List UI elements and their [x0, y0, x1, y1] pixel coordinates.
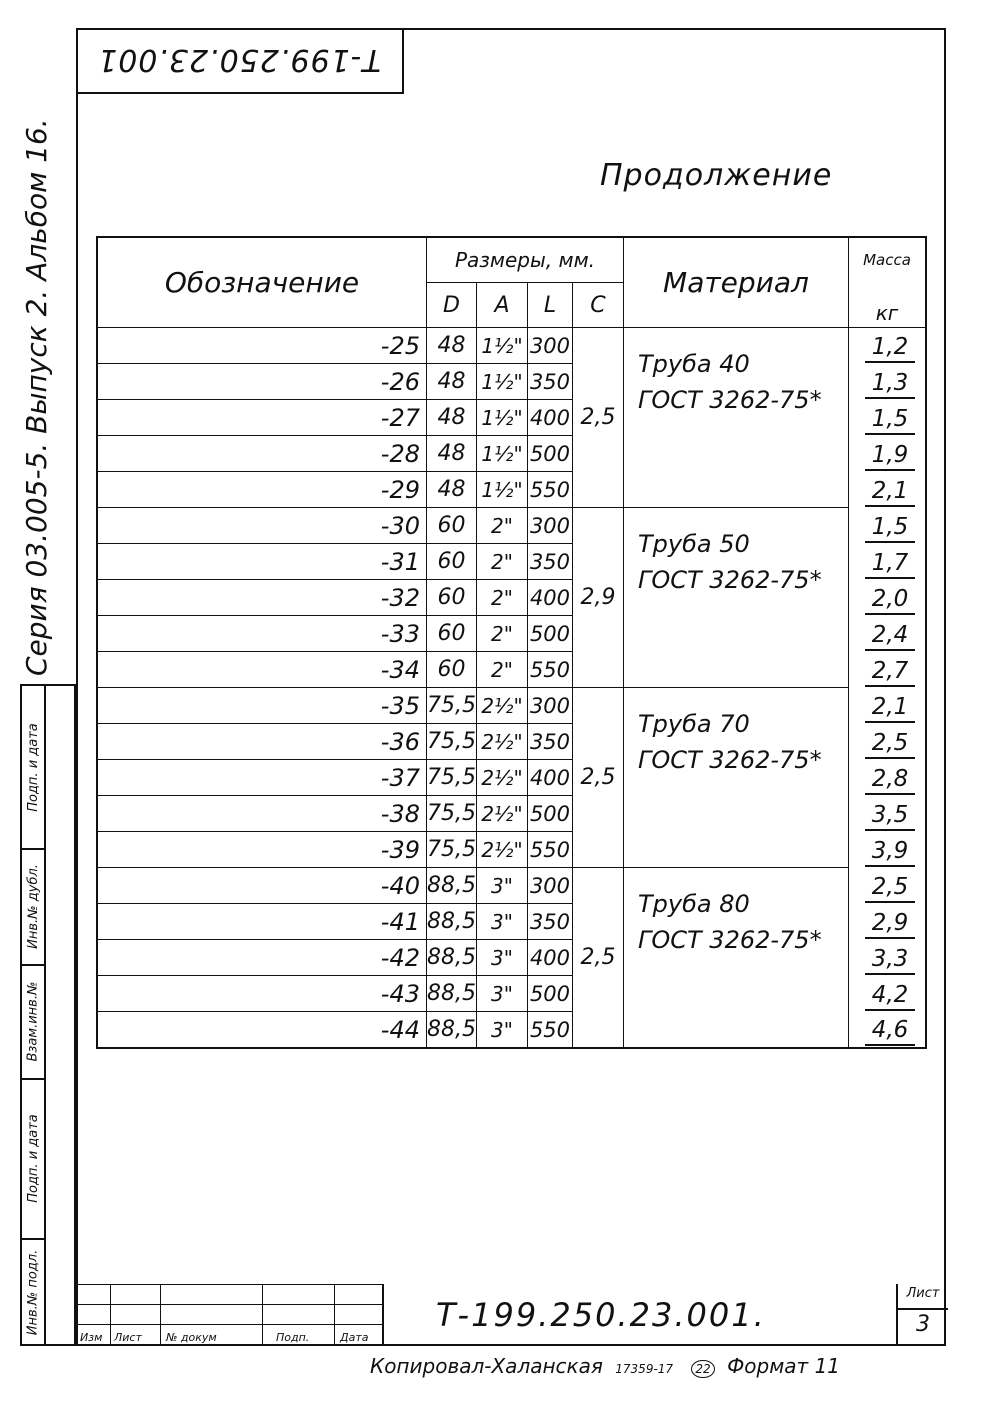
stamp-label-podp: Подп.	[276, 1331, 310, 1344]
grid-line	[160, 1284, 161, 1346]
cell-designation: -39	[97, 832, 427, 868]
stamp-label-data: Дата	[340, 1331, 369, 1344]
stamp-doc-code: Т-199.250.23.001.	[382, 1284, 896, 1346]
cell-d: 88,5	[427, 868, 477, 904]
strip-label-podp-data: Подп. и дата	[25, 1113, 41, 1203]
footer-format: Формат 11	[727, 1354, 841, 1378]
cell-d: 60	[427, 544, 477, 580]
table-row	[97, 868, 926, 904]
cell-d: 88,5	[427, 904, 477, 940]
grid-line	[76, 1324, 382, 1325]
mass-value: 1,9	[865, 441, 915, 471]
cell-designation: -32	[97, 580, 427, 616]
cell-designation: -25	[97, 328, 427, 364]
cell-designation: -26	[97, 364, 427, 400]
cell-a: 1½"	[476, 364, 527, 400]
footer-copy-note	[370, 1354, 840, 1378]
material-pipe: Труба 70	[637, 710, 750, 738]
cell-c: 2,5	[572, 328, 623, 508]
cell-material	[623, 868, 848, 1049]
cell-a: 1½"	[476, 472, 527, 508]
mass-value: 1,2	[865, 333, 915, 363]
cell-l: 300	[527, 328, 572, 364]
cell-l: 400	[527, 580, 572, 616]
cell-mass	[848, 1012, 926, 1049]
cell-designation: -31	[97, 544, 427, 580]
cell-l: 300	[527, 868, 572, 904]
cell-d: 75,5	[427, 832, 477, 868]
cell-a: 2"	[476, 580, 527, 616]
cell-a: 3"	[476, 1012, 527, 1049]
mass-value: 2,7	[865, 657, 915, 687]
grid-line	[76, 1284, 382, 1285]
mass-value: 2,4	[865, 621, 915, 651]
cell-l: 500	[527, 436, 572, 472]
cell-a: 3"	[476, 976, 527, 1012]
cell-d: 48	[427, 436, 477, 472]
cell-mass	[848, 652, 926, 688]
grid-line	[110, 1284, 111, 1346]
mass-value: 2,0	[865, 585, 915, 615]
cell-material	[623, 688, 848, 868]
cell-l: 550	[527, 1012, 572, 1049]
cell-c: 2,9	[572, 508, 623, 688]
cell-a: 2"	[476, 544, 527, 580]
cell-mass	[848, 328, 926, 364]
cell-d: 75,5	[427, 796, 477, 832]
cell-d: 88,5	[427, 940, 477, 976]
strip-label-vzam: Взам.инв.№	[25, 981, 41, 1061]
mass-value: 2,9	[865, 909, 915, 939]
page-title: Продолжение	[600, 158, 833, 193]
header-dimensions: Размеры, мм.	[427, 237, 624, 283]
stamp-sheet-number: 3	[916, 1312, 930, 1337]
mass-value: 4,6	[865, 1016, 915, 1046]
cell-mass	[848, 472, 926, 508]
cell-mass	[848, 508, 926, 544]
grid-line	[76, 1304, 382, 1305]
cell-a: 2½"	[476, 688, 527, 724]
cell-designation: -41	[97, 904, 427, 940]
material-pipe: Труба 50	[637, 530, 750, 558]
cell-d: 60	[427, 508, 477, 544]
header-material: Материал	[623, 237, 848, 328]
footer-order: 17359-17	[615, 1362, 674, 1376]
cell-a: 2½"	[476, 724, 527, 760]
table-row	[97, 688, 926, 724]
cell-l: 350	[527, 364, 572, 400]
header-l: L	[527, 283, 572, 328]
mass-value: 1,3	[865, 369, 915, 399]
cell-d: 60	[427, 652, 477, 688]
cell-d: 88,5	[427, 976, 477, 1012]
cell-material	[623, 328, 848, 508]
mass-value: 2,5	[865, 873, 915, 903]
strip-label-podp-data-2: Подп. и дата	[25, 722, 41, 812]
cell-l: 400	[527, 760, 572, 796]
material-standard: ГОСТ 3262-75*	[637, 746, 822, 774]
cell-designation: -29	[97, 472, 427, 508]
cell-a: 3"	[476, 940, 527, 976]
cell-mass	[848, 724, 926, 760]
binding-strip	[20, 684, 76, 1346]
cell-l: 350	[527, 904, 572, 940]
header-c: C	[572, 283, 623, 328]
cell-d: 88,5	[427, 1012, 477, 1049]
cell-designation: -44	[97, 1012, 427, 1049]
cell-a: 1½"	[476, 328, 527, 364]
cell-mass	[848, 760, 926, 796]
cell-designation: -27	[97, 400, 427, 436]
header-mass	[848, 237, 926, 328]
stamp-label-doc: № докум	[166, 1331, 217, 1344]
strip-label-inv-dubl: Инв.№ дубл.	[25, 863, 41, 949]
cell-a: 3"	[476, 868, 527, 904]
cell-designation: -40	[97, 868, 427, 904]
cell-designation: -35	[97, 688, 427, 724]
stamp-sheet-box	[896, 1284, 948, 1346]
header-mass-unit: кг	[875, 300, 899, 325]
cell-material	[623, 508, 848, 688]
cell-d: 75,5	[427, 760, 477, 796]
stamp-label-izm: Изм	[80, 1331, 103, 1344]
cell-mass	[848, 616, 926, 652]
cell-a: 2"	[476, 652, 527, 688]
cell-d: 60	[427, 580, 477, 616]
cell-designation: -33	[97, 616, 427, 652]
cell-d: 48	[427, 472, 477, 508]
cell-d: 48	[427, 328, 477, 364]
grid-line	[334, 1284, 335, 1346]
footer-circled: 22	[691, 1360, 714, 1378]
mass-value: 2,5	[865, 729, 915, 759]
cell-mass	[848, 580, 926, 616]
cell-a: 3"	[476, 904, 527, 940]
cell-l: 350	[527, 724, 572, 760]
cell-mass	[848, 904, 926, 940]
mass-value: 3,9	[865, 837, 915, 867]
grid-line	[262, 1284, 263, 1346]
cell-l: 500	[527, 976, 572, 1012]
cell-l: 350	[527, 544, 572, 580]
cell-mass	[848, 688, 926, 724]
cell-c: 2,5	[572, 688, 623, 868]
strip-divider	[44, 686, 46, 1344]
cell-d: 48	[427, 364, 477, 400]
strip-label-inv-podl: Инв.№ подл.	[25, 1249, 41, 1335]
cell-l: 550	[527, 832, 572, 868]
table-row	[97, 328, 926, 364]
table-row	[97, 508, 926, 544]
cell-mass	[848, 976, 926, 1012]
material-pipe: Труба 80	[637, 890, 750, 918]
grid-line	[76, 1284, 77, 1346]
mass-value: 2,1	[865, 477, 915, 507]
material-standard: ГОСТ 3262-75*	[637, 926, 822, 954]
spec-table-body	[97, 328, 926, 1049]
material-standard: ГОСТ 3262-75*	[637, 566, 822, 594]
top-doc-code: Т-199.250.23.001	[97, 42, 381, 77]
header-mass-label: Масса	[863, 250, 911, 269]
material-standard: ГОСТ 3262-75*	[637, 386, 822, 414]
cell-l: 300	[527, 688, 572, 724]
mass-value: 3,5	[865, 801, 915, 831]
cell-mass	[848, 544, 926, 580]
footer-copied: Копировал-Халанская	[370, 1354, 603, 1378]
mass-value: 3,3	[865, 945, 915, 975]
cell-d: 60	[427, 616, 477, 652]
material-pipe: Труба 40	[637, 350, 750, 378]
cell-l: 500	[527, 616, 572, 652]
series-vertical-text: Серия 03.005-5. Выпуск 2. Альбом 16.	[20, 118, 53, 676]
cell-a: 2½"	[476, 760, 527, 796]
mass-value: 2,1	[865, 693, 915, 723]
cell-mass	[848, 832, 926, 868]
mass-value: 1,5	[865, 405, 915, 435]
cell-a: 2½"	[476, 796, 527, 832]
stamp-label-list: Лист	[114, 1331, 142, 1344]
cell-designation: -30	[97, 508, 427, 544]
cell-l: 300	[527, 508, 572, 544]
cell-mass	[848, 364, 926, 400]
cell-d: 75,5	[427, 688, 477, 724]
cell-a: 1½"	[476, 400, 527, 436]
mass-value: 4,2	[865, 981, 915, 1011]
header-a: A	[476, 283, 527, 328]
header-d: D	[427, 283, 477, 328]
cell-designation: -38	[97, 796, 427, 832]
mass-value: 1,5	[865, 513, 915, 543]
cell-l: 400	[527, 400, 572, 436]
top-code-stamp	[76, 28, 404, 94]
cell-mass	[848, 436, 926, 472]
mass-value: 2,8	[865, 765, 915, 795]
cell-designation: -28	[97, 436, 427, 472]
header-designation: Обозначение	[97, 237, 427, 328]
cell-l: 500	[527, 796, 572, 832]
cell-c: 2,5	[572, 868, 623, 1049]
cell-d: 75,5	[427, 724, 477, 760]
revision-grid	[76, 1284, 382, 1346]
title-block	[76, 1284, 946, 1346]
cell-designation: -34	[97, 652, 427, 688]
cell-mass	[848, 868, 926, 904]
cell-mass	[848, 940, 926, 976]
cell-designation: -42	[97, 940, 427, 976]
cell-mass	[848, 796, 926, 832]
cell-designation: -36	[97, 724, 427, 760]
cell-mass	[848, 400, 926, 436]
cell-l: 550	[527, 472, 572, 508]
cell-designation: -43	[97, 976, 427, 1012]
spec-table	[96, 236, 927, 1049]
cell-l: 400	[527, 940, 572, 976]
cell-d: 48	[427, 400, 477, 436]
cell-a: 2½"	[476, 832, 527, 868]
stamp-sheet-label: Лист	[898, 1286, 948, 1310]
cell-a: 2"	[476, 508, 527, 544]
cell-l: 550	[527, 652, 572, 688]
cell-a: 2"	[476, 616, 527, 652]
cell-designation: -37	[97, 760, 427, 796]
mass-value: 1,7	[865, 549, 915, 579]
cell-a: 1½"	[476, 436, 527, 472]
